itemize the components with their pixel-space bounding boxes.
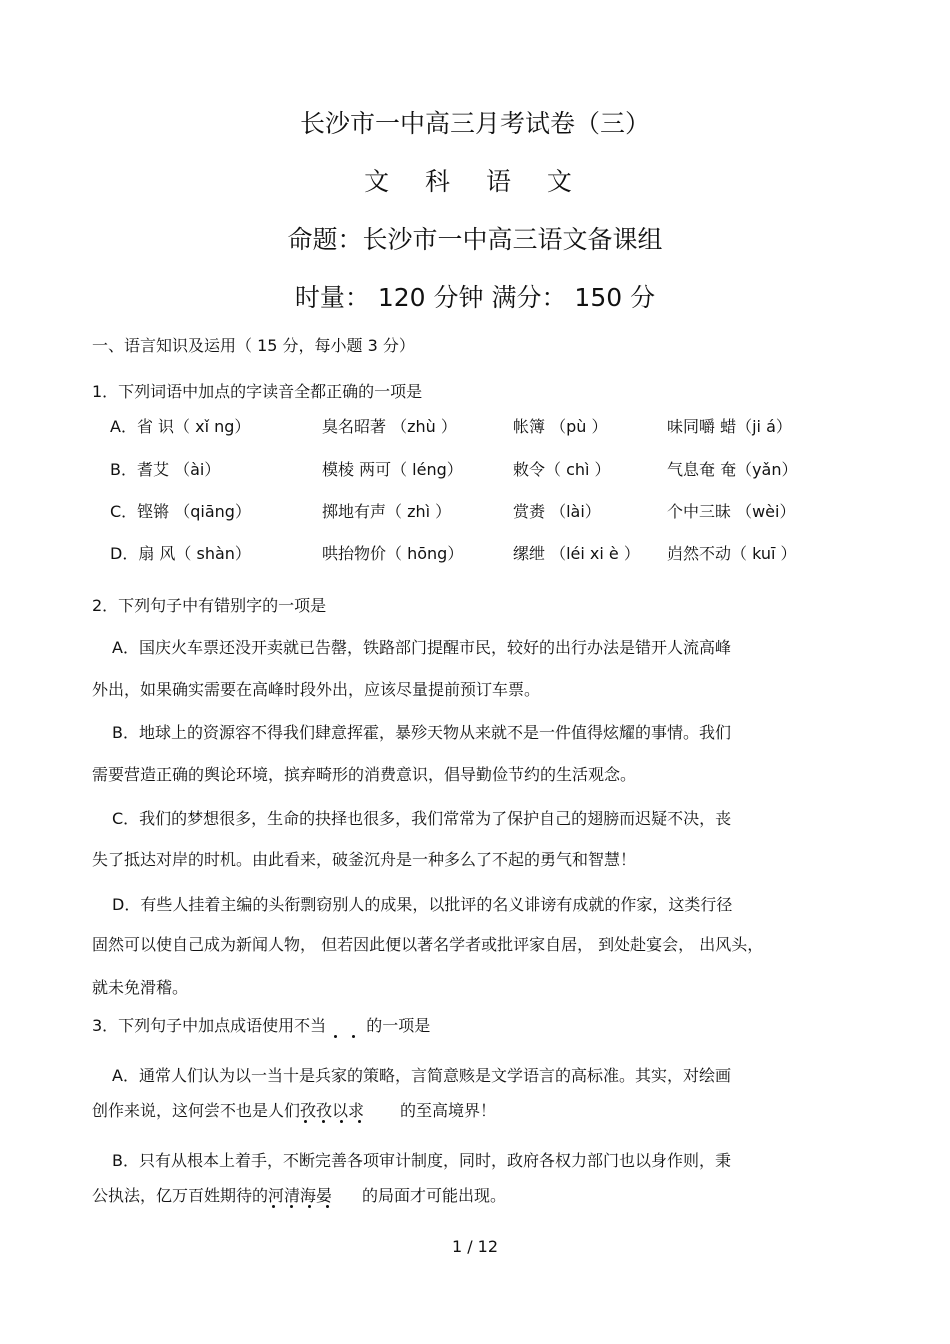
q1-option-d-3: 缧绁 （léi xi è ） xyxy=(513,544,640,563)
q1-option-a-2: 臭名昭著 （zhù ） xyxy=(322,417,457,436)
q1-option-a-3: 帐簿 （pù ） xyxy=(513,417,608,436)
q3-option-b-text: 公执法，亿万百姓期待的河清海晏 xyxy=(92,1186,333,1205)
q3-option-a-line2 xyxy=(92,1098,496,1121)
q2-option-a-line1: A．国庆火车票还没开卖就已告罄，铁路部门提醒市民，较好的出行办法是错开人流高峰 xyxy=(112,638,731,657)
exam-subject: 文 科 语 文 xyxy=(364,167,586,196)
q2-option-a-line2: 外出，如果确实需要在高峰时段外出，应该尽量提前预订车票。 xyxy=(92,680,541,699)
q1-option-c-4: 个中三昧 （wèi） xyxy=(667,502,796,521)
exam-time-info: 时量： 120 分钟 满分： 150 分 xyxy=(294,283,656,312)
exam-author: 命题：长沙市一中高三语文备课组 xyxy=(287,225,663,254)
exam-title: 长沙市一中高三月考试卷（三） xyxy=(299,109,650,138)
q1-option-d-1: D．扇 风（ shàn） xyxy=(110,544,251,563)
q1-option-c-3: 赏赉 （lài） xyxy=(513,502,601,521)
page-number: 1 / 12 xyxy=(451,1237,499,1256)
q3-stem-text-end: 的一项是 xyxy=(366,1016,431,1035)
q3-option-b-text-end: 的局面才可能出现。 xyxy=(362,1186,507,1205)
q1-option-b-2: 模棱 两可（ léng） xyxy=(322,460,463,479)
q3-stem xyxy=(92,1013,430,1036)
q1-option-b-3: 敕令（ chì ） xyxy=(513,460,611,479)
q2-option-b-line2: 需要营造正确的舆论环境，摈弃畸形的消费意识，倡导勤俭节约的生活观念。 xyxy=(92,765,637,784)
q1-option-a-4: 味同嚼 蜡（ji á） xyxy=(667,417,792,436)
q3-option-b-line2 xyxy=(92,1183,506,1206)
q1-option-c-2: 掷地有声（ zhì ） xyxy=(322,502,452,521)
q2-option-d-line3: 就未免滑稽。 xyxy=(92,978,189,997)
q1-option-d-4: 岿然不动（ kuī ） xyxy=(667,544,797,563)
q3-stem-text: 3．下列句子中加点成语使用不当 xyxy=(92,1016,327,1035)
q1-stem: 1．下列词语中加点的字读音全都正确的一项是 xyxy=(92,382,423,401)
q1-option-d-2: 哄抬物价（ hōng） xyxy=(322,544,464,563)
q2-stem: 2．下列句子中有错别字的一项是 xyxy=(92,596,327,615)
q1-option-a-1: A．省 识（ xǐ ng） xyxy=(110,417,251,436)
q1-option-b-4: 气息奄 奄（yǎn） xyxy=(667,460,798,479)
q2-option-c-line2: 失了抵达对岸的时机。由此看来，破釜沉舟是一种多么了不起的勇气和智慧！ xyxy=(92,850,637,869)
q2-option-d-line1: D．有些人挂着主编的头衔剽窃别人的成果，以批评的名义诽谤有成就的作家，这类行径 xyxy=(112,895,733,914)
q2-option-d-line2: 固然可以使自己成为新闻人物， 但若因此便以著名学者或批评家自居， 到处赴宴会， 出风头， xyxy=(92,935,764,954)
q2-option-c-line1: C．我们的梦想很多，生命的抉择也很多，我们常常为了保护自己的翅膀而迟疑不决，丧 xyxy=(112,809,732,828)
q3-option-a-line1: A．通常人们认为以一当十是兵家的策略，言简意赅是文学语言的高标准。其实，对绘画 xyxy=(112,1066,731,1085)
q1-option-c-1: C．铿锵 （qiāng） xyxy=(110,502,251,521)
q3-option-b-line1: B．只有从根本上着手，不断完善各项审计制度，同时，政府各权力部门也以身作则，秉 xyxy=(112,1151,731,1170)
section-heading: 一、语言知识及运用（ 15 分，每小题 3 分） xyxy=(92,336,415,355)
q1-option-b-1: B．耆艾 （ài） xyxy=(110,460,221,479)
q2-option-b-line1: B．地球上的资源容不得我们肆意挥霍，暴殄天物从来就不是一件值得炫耀的事情。我们 xyxy=(112,723,731,742)
q3-option-a-text-end: 的至高境界！ xyxy=(400,1101,497,1120)
q3-option-a-text: 创作来说，这何尝不也是人们孜孜以求 xyxy=(92,1101,365,1120)
